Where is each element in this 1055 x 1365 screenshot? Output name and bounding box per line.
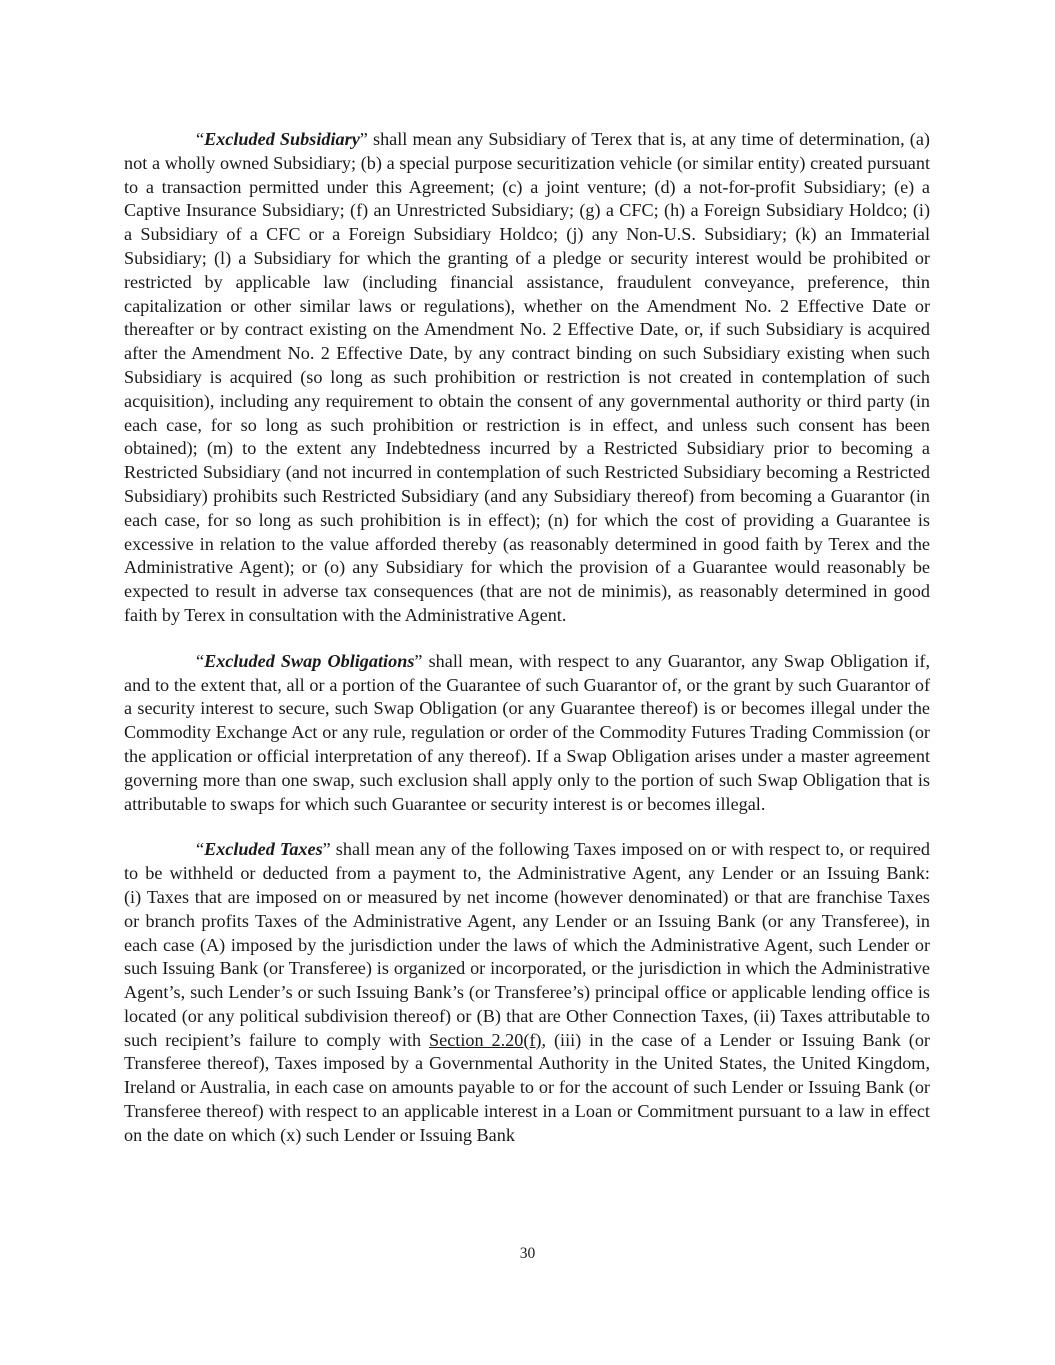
close-quote: ” <box>414 650 423 671</box>
defined-term: Excluded Swap Obligations <box>204 650 415 671</box>
definition-text: shall mean, with respect to any Guarantor, any Swap Obligation if, and to the extent that, all or a portion of the Guarantee of such Guarantor of, or the grant by such Guarantor of a security interest to secure, such Swap Obligation (or any Guarantee thereof) is or becomes illegal under the Commodity Exchange Act or any rule, regulation or order of the Commodity Futures Trading Commission (or the application or official interpretation of any thereof). If a Swap Obligation arises under a master agreement governing more than one swap, such exclusion shall apply only to the portion of such Swap Obligation that is attributable to swaps for which such Guarantee or security interest is or becomes illegal. <box>124 650 931 814</box>
document-body <box>124 128 930 1170</box>
defined-term: Excluded Subsidiary <box>204 129 360 149</box>
definition-text: shall mean any Subsidiary of Terex that is, at any time of determination, (a) not a wholly owned Subsidiary; (b) a special purpose securitization vehicle (or similar entity) created pursuant to a transaction permitted under this Agreement; (c) a joint venture; (d) a not-for-profit Subsidiary; (e) a Captive Insurance Subsidiary; (f) an Unrestricted Subsidiary; (g) a CFC; (h) a Foreign Subsidiary Holdco; (i) a Subsidiary of a CFC or a Foreign Subsidiary Holdco; (j) any Non-U.S. Subsidiary; (k) an Immaterial Subsidiary; (l) a Subsidiary for which the granting of a pledge or security interest would be prohibited or restricted by applicable law (including financial assistance, fraudulent conveyance, preference, thin capitalization or other similar laws or regulations), whether on the Amendment No. 2 Effective Date or thereafter or by contract existing on the Amendment No. 2 Effective Date, or, if such Subsidiary is acquired after the Amendment No. 2 Effective Date, by any contract binding on such Subsidiary existing when such Subsidiary is acquired (so long as such prohibition or restriction is not created in contemplation of such acquisition), including any requirement to obtain the consent of any governmental authority or third party (in each case, for so long as such prohibition or restriction is in effect, and unless such consent has been obtained); (m) to the extent any Indebtedness incurred by a Restricted Subsidiary prior to becoming a Restricted Subsidiary (and not incurred in contemplation of such Restricted Subsidiary becoming a Restricted Subsidiary) prohibits such Restricted Subsidiary (and any Subsidiary thereof) from becoming a Guarantor (in each case, for so long as such prohibition is in effect); (n) for which the cost of providing a Guarantee is excessive in relation to the value afforded thereby (as reasonably determined in good faith by Terex and the Administrative Agent); or (o) any Subsidiary for which the provision of a Guarantee would reasonably be expected to result in adverse tax consequences (that are not de minimis), as reasonably determined in good faith by Terex in consultation with the Administrative Agent. <box>124 129 930 625</box>
close-quote: ” <box>322 839 331 860</box>
open-quote: “ <box>196 839 205 860</box>
open-quote: “ <box>196 650 205 671</box>
definition-text-after-ref: , (iii) in the case of a Lender or Issuing Bank (or Transferee thereof), Taxes imposed by a Governmental Authority in the United States, the United Kingdom, Ireland or Australia, in each case on amounts payable to or for the account of such Lender or Issuing Bank (or Transferee thereof) with respect to an applicable interest in a Loan or Commitment pursuant to a law in effect on the date on which (x) such Lender or Issuing Bank <box>124 1029 930 1145</box>
definition-text-before-ref: shall mean any of the following Taxes imposed on or with respect to, or required to be withheld or deducted from a payment to, the Administrative Agent, any Lender or an Issuing Bank: (i) Taxes that are imposed on or measured by net income (however denominated) or that are franchise Taxes or branch profits Taxes of the Administrative Agent, any Lender or an Issuing Bank (or any Transferee), in each case (A) imposed by the jurisdiction under the laws of which the Administrative Agent, such Lender or such Issuing Bank (or Transferee) is organized or incorporated, or the jurisdiction in which the Administrative Agent’s, such Lender’s or such Issuing Bank’s (or Transferee’s) principal office or applicable lending office is located (or any political subdivision thereof) or (B) that are Other Connection Taxes, (ii) Taxes attributable to such recipient’s failure to comply with <box>124 839 930 1050</box>
definition-excluded-swap-obligations <box>124 650 930 817</box>
definition-excluded-taxes <box>124 838 930 1147</box>
definition-excluded-subsidiary <box>124 128 930 628</box>
close-quote: ” <box>359 129 368 149</box>
section-cross-reference: Section 2.20(f) <box>429 1029 542 1050</box>
defined-term: Excluded Taxes <box>204 839 323 860</box>
page-number: 30 <box>519 1245 536 1262</box>
open-quote: “ <box>196 129 205 149</box>
